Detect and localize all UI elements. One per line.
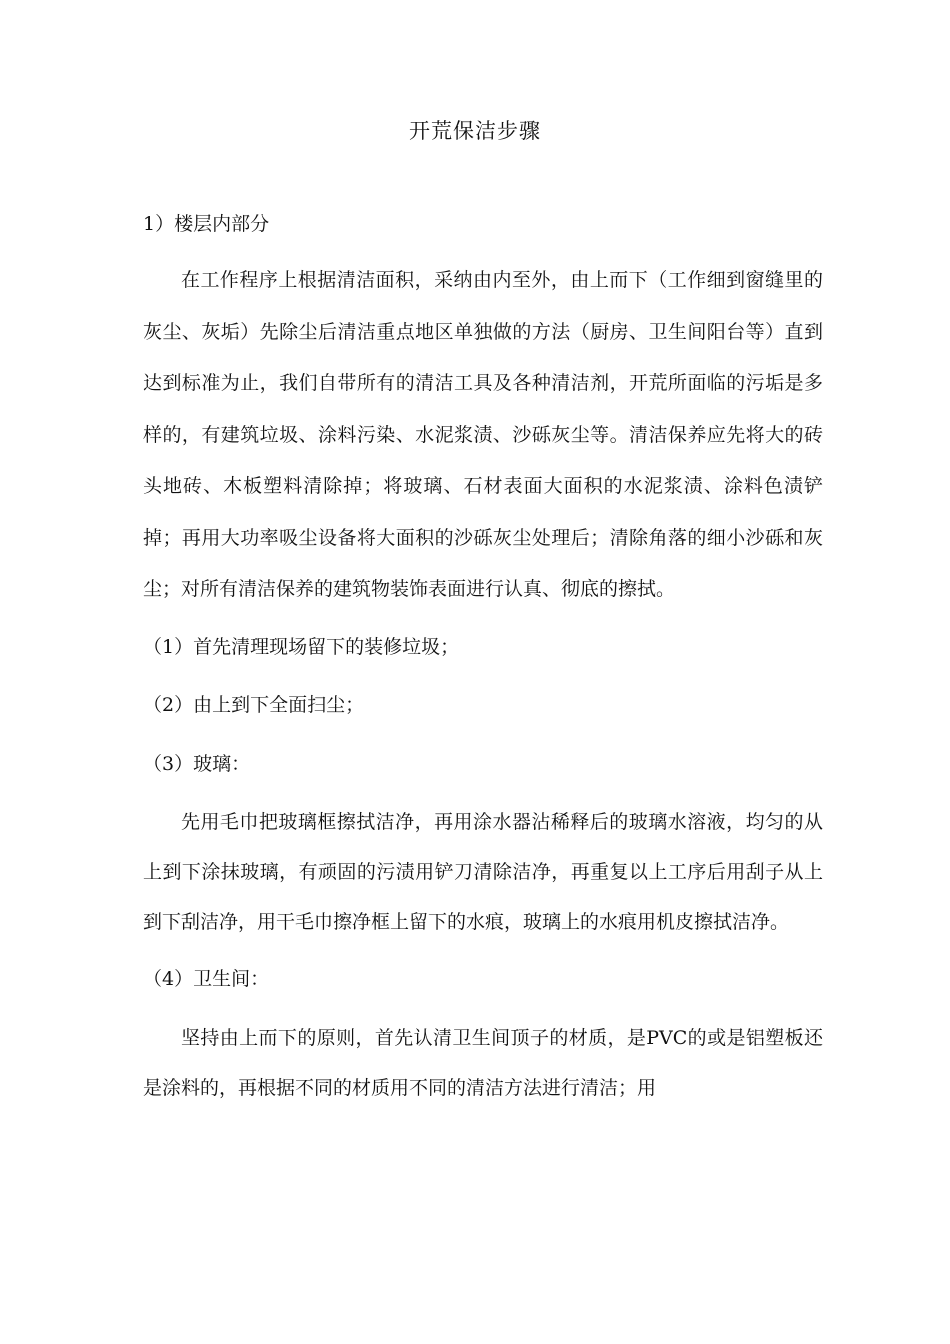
list-item-2: （2）由上到下全面扫尘； [143,694,365,716]
bathroom-paragraph: 坚持由上而下的原则，首先认清卫生间顶子的材质，是PVC的或是铝塑板还是涂料的，再根据不同的材质用不同的清洁方法进行清洁；用 [143,1026,823,1099]
document-body [143,209,823,1113]
document-title: 开荒保洁步骤 [409,119,541,143]
list-item-4: （4）卫生间： [143,968,270,990]
section-heading: 1）楼层内部分 [143,213,270,235]
intro-paragraph: 在工作程序上根据清洁面积，采纳由内至外，由上而下（工作细到窗缝里的灰尘、灰垢）先除尘后清洁重点地区单独做的方法（厨房、卫生间阳台等）直到达到标准为止，我们自带所有的清洁工具及各种清洁剂，开荒所面临的污垢是多样的，有建筑垃圾、涂料污染、水泥浆渍、沙砾灰尘等。清洁保养应先将大的砖头地砖、木板塑料清除掉；将玻璃、石材表面大面积的水泥浆渍、涂料色渍铲掉；再用大功率吸尘设备将大面积的沙砾灰尘处理后；清除角落的细小沙砾和灰尘；对所有清洁保养的建筑物装饰表面进行认真、彻底的擦拭。 [143,269,823,600]
glass-paragraph: 先用毛巾把玻璃框擦拭洁净，再用涂水器沾稀释后的玻璃水溶液，均匀的从上到下涂抹玻璃，有顽固的污渍用铲刀清除洁净，再重复以上工序后用刮子从上到下刮洁净，用干毛巾擦净框上留下的水痕，玻璃上的水痕用机皮擦拭洁净。 [143,811,823,933]
list-item-3: （3）玻璃： [143,752,251,775]
list-item-1: （1）首先清理现场留下的装修垃圾； [143,635,460,658]
